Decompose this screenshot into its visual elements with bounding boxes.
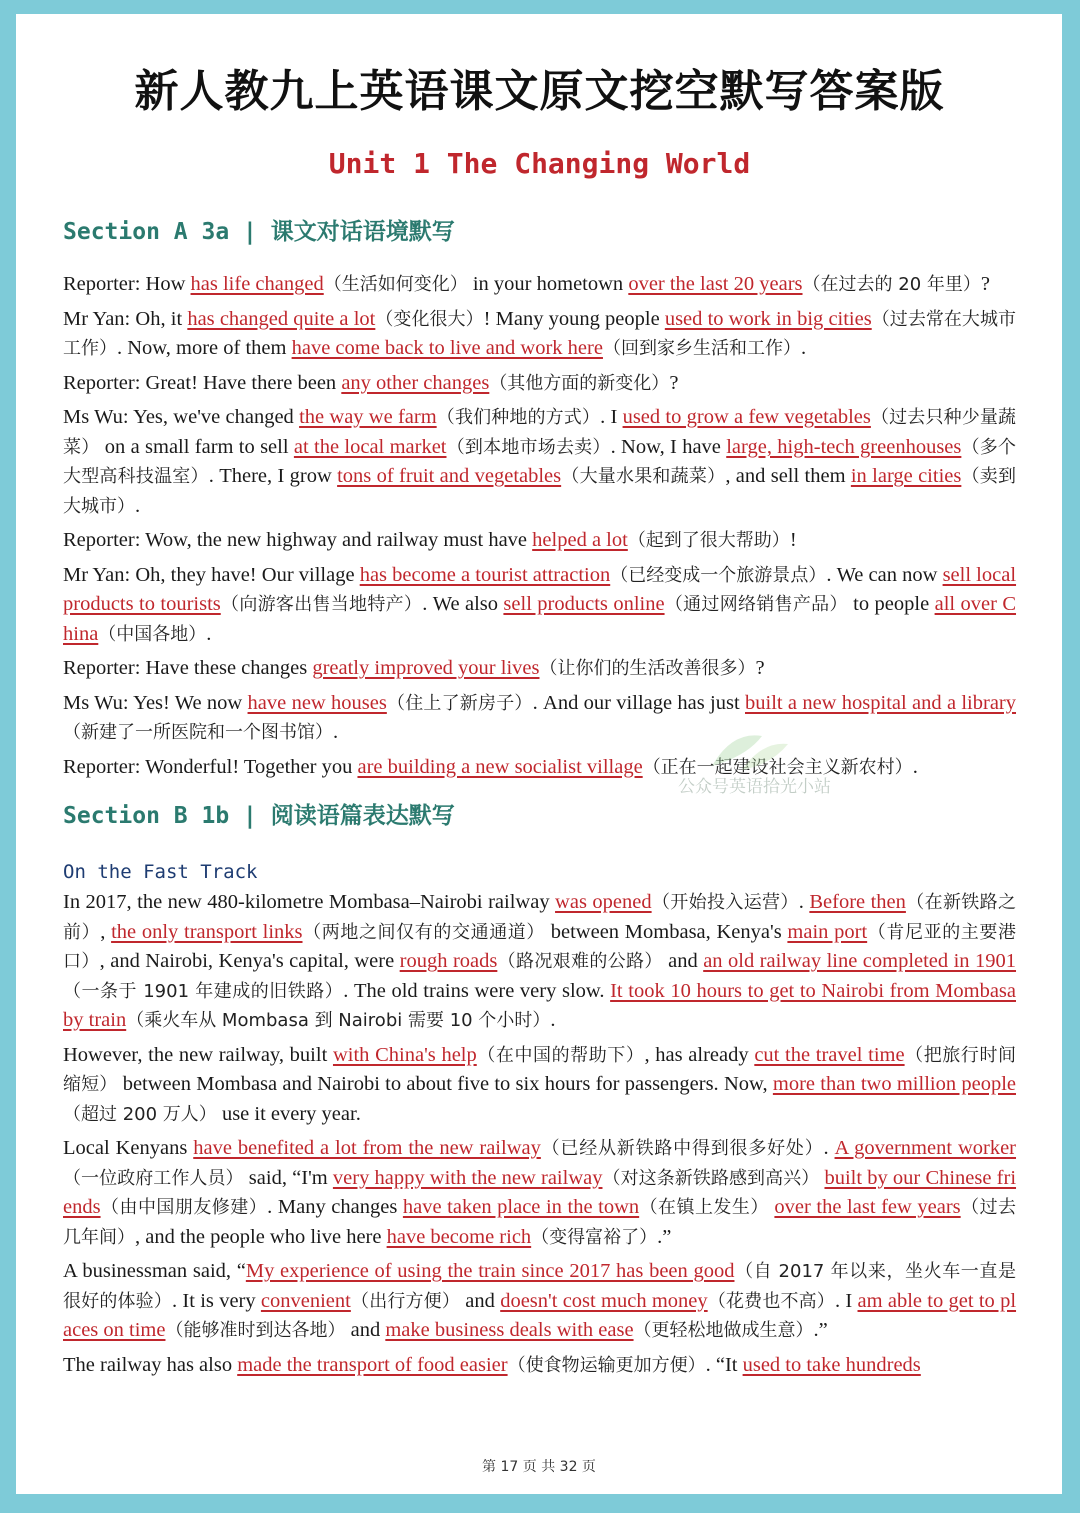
chinese-hint: （正在一起建设社会主义新农村） bbox=[642, 756, 913, 778]
answer-blank: have benefited a lot from the new railway bbox=[193, 1137, 541, 1159]
text-run: . It is very bbox=[172, 1289, 261, 1312]
answer-blank: make business deals with ease bbox=[385, 1319, 634, 1341]
chinese-hint: （过去常在大城市工作） bbox=[63, 308, 1017, 359]
passage-paragraph bbox=[63, 1351, 1016, 1381]
answer-blank: doesn't cost much money bbox=[500, 1289, 708, 1312]
answer-blank: has life changed bbox=[190, 273, 324, 295]
answer-blank: rough roads bbox=[399, 950, 498, 972]
answer-blank: greatly improved your lives bbox=[312, 657, 540, 679]
text-run: . I bbox=[834, 1289, 858, 1312]
watermark-text: 公众号英语拾光小站 bbox=[678, 777, 831, 797]
chinese-hint: （路况艰难的公路） bbox=[497, 951, 663, 972]
answer-blank: have taken place in the town bbox=[402, 1196, 640, 1218]
text-run: . bbox=[823, 1137, 835, 1159]
answer-blank: used to take hundreds bbox=[742, 1353, 921, 1376]
text-run: . There, I grow bbox=[208, 465, 338, 487]
text-run: on a small farm to sell bbox=[99, 435, 294, 458]
answer-blank: has become a tourist attraction bbox=[359, 563, 611, 586]
dialogue-paragraph bbox=[63, 561, 1016, 650]
chinese-hint: （已经从新铁路中得到很多好处） bbox=[540, 1138, 824, 1159]
text-run: Mr Yan: Oh, it bbox=[63, 307, 188, 330]
answer-blank: sell local products to tourists bbox=[63, 563, 1017, 615]
chinese-hint: （一位政府工作人员） bbox=[63, 1167, 244, 1189]
answer-blank: the way we farm bbox=[299, 406, 437, 428]
passage-paragraph bbox=[63, 888, 1016, 1036]
text-run: .” bbox=[657, 1225, 672, 1248]
answer-blank: the only transport links bbox=[111, 920, 303, 943]
text-run: in your hometown bbox=[467, 273, 629, 295]
dialogue-paragraph bbox=[63, 689, 1016, 748]
text-run: . bbox=[206, 622, 212, 645]
text-run: to people bbox=[847, 593, 935, 615]
text-run: . Now, more of them bbox=[117, 337, 292, 359]
text-run: , bbox=[100, 920, 112, 943]
chinese-hint: （过去几年间） bbox=[63, 1197, 1017, 1248]
text-run: and bbox=[460, 1289, 501, 1312]
answer-blank: more than two million people bbox=[772, 1073, 1016, 1095]
answer-blank: used to grow a few vegetables bbox=[622, 406, 871, 428]
dialogue-paragraph bbox=[63, 753, 1016, 783]
answer-blank: large, high-tech greenhouses bbox=[726, 435, 962, 458]
text-run: said, “I'm bbox=[243, 1166, 333, 1189]
text-run: Reporter: Wonderful! Together you bbox=[63, 755, 358, 778]
chinese-hint: （已经变成一个旅游景点） bbox=[610, 564, 827, 586]
text-run: Mr Yan: Oh, they have! Our village bbox=[63, 563, 360, 586]
answer-blank: My experience of using the train since 2017 has been good bbox=[245, 1260, 735, 1282]
dialogue-paragraph bbox=[63, 305, 1016, 364]
text-run: , and the people who live here bbox=[135, 1225, 387, 1248]
document-page bbox=[16, 14, 1062, 1494]
chinese-hint: （更轻松地做成生意） bbox=[633, 1320, 814, 1341]
text-run: . bbox=[912, 755, 918, 778]
chinese-hint: （变化很大） bbox=[375, 308, 484, 330]
chinese-hint: （卖到大城市） bbox=[63, 466, 1017, 517]
answer-blank: It took 10 hours to get to Nairobi from Mombasa by train bbox=[63, 979, 1016, 1031]
answer-blank: are building a new socialist village bbox=[357, 755, 643, 778]
answer-blank: helped a lot bbox=[532, 529, 628, 551]
answer-blank: all over China bbox=[63, 593, 1017, 645]
text-run: . We can now bbox=[826, 563, 943, 586]
answer-blank: convenient bbox=[260, 1289, 351, 1312]
page-footer: 第 17 页 共 32 页 bbox=[482, 1459, 596, 1475]
text-run: The railway has also bbox=[63, 1353, 238, 1376]
answer-blank: built a new hospital and a library bbox=[745, 691, 1017, 714]
answer-blank: cut the travel time bbox=[754, 1043, 905, 1066]
dialogue-paragraph bbox=[63, 270, 1016, 300]
chinese-hint: （把旅行时间缩短） bbox=[63, 1044, 1017, 1095]
text-run: .” bbox=[813, 1319, 828, 1341]
text-run: . The old trains were very slow. bbox=[343, 979, 611, 1002]
text-run: . Now, I have bbox=[610, 435, 727, 458]
chinese-hint: （两地之间仅有的交通通道） bbox=[302, 921, 546, 943]
answer-blank: over the last few years bbox=[774, 1196, 961, 1218]
answer-blank: at the local market bbox=[293, 435, 447, 458]
text-run: ? bbox=[755, 657, 765, 679]
chinese-hint: （多个大型高科技温室） bbox=[63, 436, 1017, 487]
text-run: between Mombasa and Nairobi to about five to six hours for passengers. Now, bbox=[117, 1073, 773, 1095]
text-run: Ms Wu: Yes! We now bbox=[63, 691, 248, 714]
dialogue-paragraph bbox=[63, 403, 1016, 521]
watermark-leaf-icon bbox=[702, 726, 792, 774]
text-run: . bbox=[800, 337, 807, 359]
text-run: . bbox=[798, 891, 810, 913]
chinese-hint: （我们种地的方式） bbox=[436, 407, 601, 428]
chinese-hint: （起到了很大帮助） bbox=[627, 530, 790, 551]
passage-paragraph bbox=[63, 1257, 1016, 1346]
passage-title: On the Fast Track bbox=[63, 861, 258, 883]
section-b-body bbox=[63, 888, 1016, 1380]
chinese-hint: （在中国的帮助下） bbox=[476, 1044, 645, 1066]
text-run: . I bbox=[600, 406, 623, 428]
text-run: ! bbox=[789, 529, 797, 551]
chinese-hint: （在镇上发生） bbox=[639, 1197, 769, 1218]
chinese-hint: （住上了新房子） bbox=[386, 692, 533, 714]
section-a-body bbox=[63, 270, 1016, 782]
section-b-heading: Section B 1b | 阅读语篇表达默写 bbox=[63, 803, 455, 829]
answer-blank: made the transport of food easier bbox=[237, 1353, 508, 1376]
answer-blank: has changed quite a lot bbox=[187, 307, 376, 330]
chinese-hint: （肯尼亚的主要港口） bbox=[63, 921, 1017, 972]
answer-blank: have become rich bbox=[386, 1225, 532, 1248]
text-run: and bbox=[345, 1319, 386, 1341]
answer-blank: over the last 20 years bbox=[628, 273, 803, 295]
text-run: Ms Wu: Yes, we've changed bbox=[63, 406, 300, 428]
chinese-hint: （一条于 1901 年建成的旧铁路） bbox=[63, 980, 344, 1002]
chinese-hint: （花费也不高） bbox=[707, 1290, 835, 1312]
answer-blank: very happy with the new railway bbox=[332, 1166, 603, 1189]
text-run: However, the new railway, built bbox=[63, 1043, 333, 1066]
text-run: . bbox=[135, 494, 141, 517]
chinese-hint: （新建了一所医院和一个图书馆） bbox=[63, 722, 333, 743]
page-title: 新人教九上英语课文原文挖空默写答案版 bbox=[134, 66, 945, 117]
text-run: , and sell them bbox=[725, 465, 851, 487]
answer-blank: any other changes bbox=[341, 371, 490, 394]
chinese-hint: （通过网络销售产品） bbox=[664, 594, 848, 615]
answer-blank: Before then bbox=[809, 891, 906, 913]
text-run: and bbox=[662, 950, 704, 972]
text-run: . bbox=[333, 721, 339, 743]
dialogue-paragraph bbox=[63, 369, 1016, 399]
chinese-hint: （大量水果和蔬菜） bbox=[561, 466, 726, 487]
chinese-hint: （乘火车从 Mombasa 到 Nairobi 需要 10 个小时） bbox=[126, 1010, 551, 1031]
dialogue-paragraph bbox=[63, 654, 1016, 684]
chinese-hint: （能够准时到达各地） bbox=[165, 1320, 346, 1341]
chinese-hint: （过去只种少量蔬菜） bbox=[63, 407, 1017, 458]
unit-title: Unit 1 The Changing World bbox=[328, 147, 751, 180]
text-run: , and Nairobi, Kenya's capital, were bbox=[99, 950, 400, 972]
answer-blank: sell products online bbox=[503, 593, 665, 615]
text-run: . Many changes bbox=[267, 1196, 403, 1218]
chinese-hint: （生活如何变化） bbox=[323, 274, 468, 295]
answer-blank: with China's help bbox=[332, 1043, 477, 1066]
text-run: ? bbox=[669, 371, 679, 394]
answer-blank: in large cities bbox=[850, 465, 962, 487]
chinese-hint: （中国各地） bbox=[98, 623, 207, 645]
text-run: between Mombasa, Kenya's bbox=[545, 920, 788, 943]
text-run: ! Many young people bbox=[483, 307, 665, 330]
chinese-hint: （其他方面的新变化） bbox=[489, 372, 670, 394]
text-run: . And our village has just bbox=[532, 691, 745, 714]
chinese-hint: （回到家乡生活和工作） bbox=[602, 338, 801, 359]
chinese-hint: （开始投入运营） bbox=[651, 892, 799, 913]
text-run: In 2017, the new 480-kilometre Mombasa–Nairobi railway bbox=[63, 891, 556, 913]
answer-blank: have new houses bbox=[247, 691, 387, 714]
text-run: . “It bbox=[705, 1353, 743, 1376]
chinese-hint: （自 2017 年以来，坐火车一直是很好的体验） bbox=[63, 1261, 1016, 1312]
answer-blank: tons of fruit and vegetables bbox=[337, 465, 562, 487]
chinese-hint: （在过去的 20 年里） bbox=[802, 274, 981, 295]
chinese-hint: （变得富裕了） bbox=[531, 1226, 658, 1248]
chinese-hint: （在新铁路之前） bbox=[63, 892, 1016, 943]
answer-blank: main port bbox=[787, 920, 868, 943]
text-run: , has already bbox=[644, 1043, 755, 1066]
chinese-hint: （向游客出售当地特产） bbox=[220, 594, 423, 615]
answer-blank: built by our Chinese friends bbox=[63, 1166, 1017, 1218]
text-run: Local Kenyans bbox=[63, 1137, 194, 1159]
chinese-hint: （到本地市场去卖） bbox=[446, 436, 611, 458]
chinese-hint: （由中国朋友修建） bbox=[100, 1197, 268, 1218]
answer-blank: used to work in big cities bbox=[664, 307, 872, 330]
text-run: Reporter: How bbox=[63, 273, 191, 295]
text-run: Reporter: Wow, the new highway and railway must have bbox=[63, 529, 533, 551]
answer-blank: was opened bbox=[555, 891, 652, 913]
text-run: ? bbox=[980, 273, 990, 295]
dialogue-paragraph bbox=[63, 526, 1016, 556]
text-run: Reporter: Great! Have there been bbox=[63, 371, 342, 394]
section-a-heading: Section A 3a | 课文对话语境默写 bbox=[63, 219, 455, 245]
answer-blank: an old railway line completed in 1901 bbox=[703, 950, 1017, 972]
text-run: . bbox=[550, 1009, 556, 1031]
text-run: use it every year. bbox=[216, 1102, 361, 1125]
passage-paragraph bbox=[63, 1134, 1016, 1252]
text-run: . We also bbox=[422, 593, 504, 615]
answer-blank: A government worker bbox=[834, 1137, 1017, 1159]
passage-paragraph bbox=[63, 1041, 1016, 1130]
text-run: Reporter: Have these changes bbox=[63, 657, 313, 679]
chinese-hint: （使食物运输更加方便） bbox=[507, 1354, 706, 1376]
answer-blank: have come back to live and work here bbox=[291, 337, 603, 359]
chinese-hint: （让你们的生活改善很多） bbox=[539, 658, 756, 679]
chinese-hint: （出行方便） bbox=[350, 1290, 461, 1312]
chinese-hint: （对这条新铁路感到高兴） bbox=[602, 1167, 820, 1189]
answer-blank: am able to get to places on time bbox=[63, 1289, 1017, 1341]
chinese-hint: （超过 200 万人） bbox=[63, 1103, 217, 1125]
text-run: A businessman said, “ bbox=[63, 1260, 246, 1282]
